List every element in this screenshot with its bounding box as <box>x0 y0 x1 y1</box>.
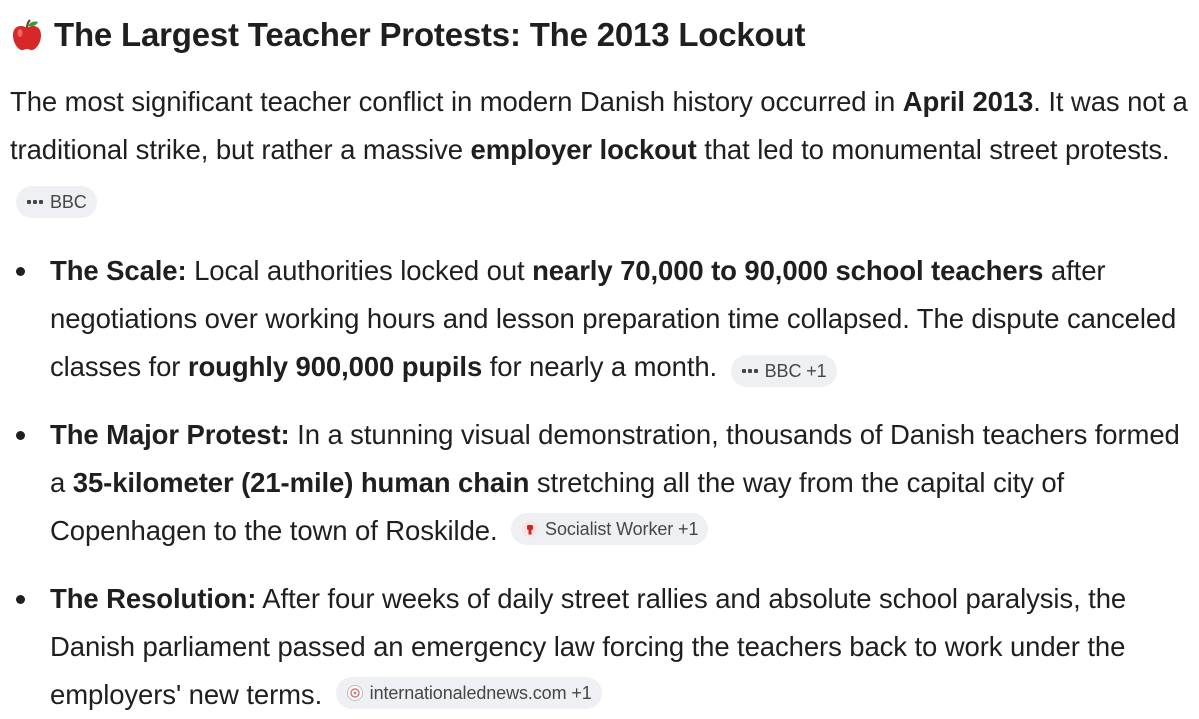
list-item <box>10 411 1191 555</box>
intro-paragraph <box>10 78 1191 222</box>
more-dots-icon <box>741 362 759 380</box>
source-chip-bbc-plus[interactable] <box>731 355 837 387</box>
intro-bold-date: April 2013 <box>902 86 1034 117</box>
item-bold: 35-kilometer (21-mile) human chain <box>72 467 530 498</box>
source-chip-label: BBC +1 <box>764 361 827 381</box>
intro-bold-lockout: employer lockout <box>470 134 697 165</box>
item-label: The Major Protest: <box>50 419 290 450</box>
list-item <box>10 575 1191 719</box>
item-label: The Resolution: <box>50 583 257 614</box>
heading-text: The Largest Teacher Protests: The 2013 Lockout <box>54 16 806 53</box>
source-chip-bbc[interactable] <box>16 186 97 218</box>
item-text: stretching all the way from the capital city of Copenhagen to the town of Roskilde. <box>50 467 1065 546</box>
source-chip-internationalednews[interactable] <box>336 677 602 709</box>
bullet-dot <box>16 431 25 440</box>
item-text: In a stunning visual demonstration, thousands of Danish teachers formed a <box>50 419 1180 498</box>
item-text: for nearly a month. <box>482 351 718 382</box>
section-heading <box>10 12 1191 58</box>
source-chip-label: Socialist Worker +1 <box>545 519 699 539</box>
bullet-dot <box>16 595 25 604</box>
item-text: Local authorities locked out <box>186 255 533 286</box>
bullet-dot <box>16 267 25 276</box>
intro-text-3: that led to monumental street protests. <box>696 134 1170 165</box>
item-bold: roughly 900,000 pupils <box>187 351 483 382</box>
source-chip-label: BBC <box>50 192 87 212</box>
intro-text-2: . It was not a traditional strike, but rather a massive <box>10 86 1188 165</box>
source-chip-label: internationalednews.com +1 <box>369 683 592 703</box>
source-chip-socialist-worker[interactable] <box>511 513 708 545</box>
item-text: After four weeks of daily street rallies and absolute school paralysis, the Danish parliament passed an emergency law forcing the teachers back to work under the employers' new terms. <box>50 583 1127 710</box>
list-item <box>10 247 1191 391</box>
item-label: The Scale: <box>50 255 187 286</box>
site-favicon-icon <box>346 684 364 702</box>
item-text: after negotiations over working hours and lesson preparation time collapsed. The dispute canceled classes for <box>50 255 1177 382</box>
bullet-list <box>10 247 1191 719</box>
intro-text-1: The most significant teacher conflict in modern Danish history occurred in <box>10 86 903 117</box>
raised-fist-icon <box>521 520 539 538</box>
item-bold: nearly 70,000 to 90,000 school teachers <box>532 255 1044 286</box>
apple-icon <box>10 18 44 52</box>
more-dots-icon <box>26 193 44 211</box>
